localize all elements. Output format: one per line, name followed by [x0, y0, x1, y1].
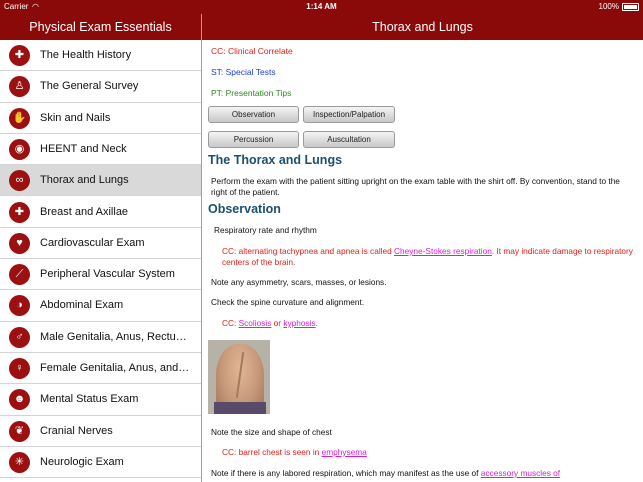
auscultation-button[interactable]: Auscultation [303, 131, 395, 148]
sidebar-item-9[interactable] [0, 322, 201, 353]
abdomen-icon: ◑ [9, 295, 30, 316]
legend-clinical-correlate: CC: Clinical Correlate [211, 46, 293, 56]
sidebar [0, 40, 201, 482]
hand-icon: ✋ [9, 108, 30, 129]
cc3-prefix: CC: barrel chest is seen in [222, 447, 322, 457]
sidebar-item-13[interactable] [0, 447, 201, 478]
sidebar-item-11[interactable] [0, 384, 201, 415]
status-bar [0, 0, 643, 14]
clinical-correlate-cheyne-stokes [222, 246, 634, 268]
sidebar-item-2[interactable] [0, 103, 201, 134]
sidebar-item-label: Mental Status Exam [40, 393, 139, 406]
percussion-button[interactable]: Percussion [208, 131, 299, 148]
sidebar-item-label: Cranial Nerves [40, 424, 113, 437]
asymmetry-text: Note any asymmetry, scars, masses, or lesions. [211, 277, 387, 287]
cheyne-stokes-link[interactable]: Cheyne-Stokes respiration [394, 246, 492, 256]
brain-icon: ❦ [9, 421, 30, 442]
inspection-palpation-button[interactable]: Inspection/Palpation [303, 106, 395, 123]
sidebar-item-7[interactable] [0, 259, 201, 290]
observation-heading: Observation [208, 202, 281, 216]
sidebar-item-8[interactable] [0, 290, 201, 321]
eye-icon: ◉ [9, 139, 30, 160]
sidebar-item-10[interactable] [0, 353, 201, 384]
sidebar-item-label: Peripheral Vascular System [40, 268, 175, 281]
sidebar-title: Physical Exam Essentials [0, 14, 201, 40]
clipboard-icon: ✚ [9, 45, 30, 66]
cc2-prefix: CC: [222, 318, 239, 328]
sidebar-item-label: Skin and Nails [40, 111, 111, 124]
sidebar-item-label: Female Genitalia, Anus, and… [40, 362, 190, 374]
torso-icon: ✚ [9, 202, 30, 223]
legend-special-tests: ST: Special Tests [211, 67, 276, 77]
sidebar-item-label: The Health History [40, 49, 132, 61]
spine-text: Check the spine curvature and alignment. [211, 297, 365, 307]
battery-icon [622, 3, 639, 11]
heart-icon: ♥ [9, 233, 30, 254]
respiratory-rate-text: Respiratory rate and rhythm [214, 225, 317, 235]
scoliosis-link[interactable]: Scoliosis [238, 318, 272, 328]
cc1-prefix: CC: alternating tachypnea and apnea is called [222, 246, 395, 256]
patient-back-photo [208, 340, 270, 414]
male-icon: ♂ [9, 327, 30, 348]
page-title: Thorax and Lungs [202, 14, 643, 40]
cc2-suffix: . [315, 318, 318, 328]
legend-presentation-tips: PT: Presentation Tips [211, 88, 292, 98]
accessory-muscles-link[interactable]: accessory muscles of [480, 468, 561, 478]
sidebar-item-5[interactable] [0, 197, 201, 228]
sidebar-item-4[interactable] [0, 165, 201, 196]
section-heading: The Thorax and Lungs [208, 153, 343, 167]
observation-button[interactable]: Observation [208, 106, 299, 123]
emphysema-link[interactable]: emphysema [321, 447, 367, 457]
intro-text: Perform the exam with the patient sitting upright on the exam table with the shirt off. By convention, stand to the right of the patient. [211, 176, 620, 197]
sidebar-item-label: Thorax and Lungs [40, 174, 129, 187]
head-icon: ☻ [9, 389, 30, 410]
cc1-suffix: . It may indicate damage to respiratory centers of the brain. [222, 246, 633, 267]
labored-prefix: Note if there is any labored respiration, which may manifest as the use of [211, 468, 481, 478]
stethoscope-icon: ∞ [9, 170, 30, 191]
sidebar-item-label: Abdominal Exam [40, 299, 124, 312]
cc2-mid: or [271, 318, 284, 328]
sidebar-item-label: HEENT and Neck [40, 142, 127, 155]
sidebar-item-3[interactable] [0, 134, 201, 165]
sidebar-item-label: Male Genitalia, Anus, Rectu… [40, 330, 187, 343]
leg-icon: ⟋ [9, 264, 30, 285]
wifi-icon: ◠ [32, 2, 39, 11]
sidebar-item-label: Cardiovascular Exam [40, 236, 145, 249]
sidebar-item-label: The General Survey [40, 80, 139, 93]
clinical-correlate-scoliosis [222, 318, 634, 329]
sidebar-item-1[interactable] [0, 71, 201, 102]
kyphosis-link[interactable]: kyphosis [283, 318, 316, 328]
content-area [202, 40, 643, 482]
sidebar-item-0[interactable] [0, 40, 201, 71]
clock: 1:14 AM [306, 2, 337, 11]
clinical-correlate-barrel-chest [222, 447, 634, 458]
sidebar-item-6[interactable] [0, 228, 201, 259]
person-icon: ♙ [9, 76, 30, 97]
neuron-icon: ✳ [9, 452, 30, 473]
sidebar-item-label: Neurologic Exam [40, 455, 124, 468]
labored-respiration-text [211, 468, 636, 479]
battery-percent: 100% [598, 2, 619, 11]
chest-shape-text: Note the size and shape of chest [211, 427, 332, 437]
carrier-label: Carrier [4, 2, 29, 11]
sidebar-item-12[interactable] [0, 416, 201, 447]
sidebar-item-label: Breast and Axillae [40, 205, 129, 218]
female-icon: ♀ [9, 358, 30, 379]
